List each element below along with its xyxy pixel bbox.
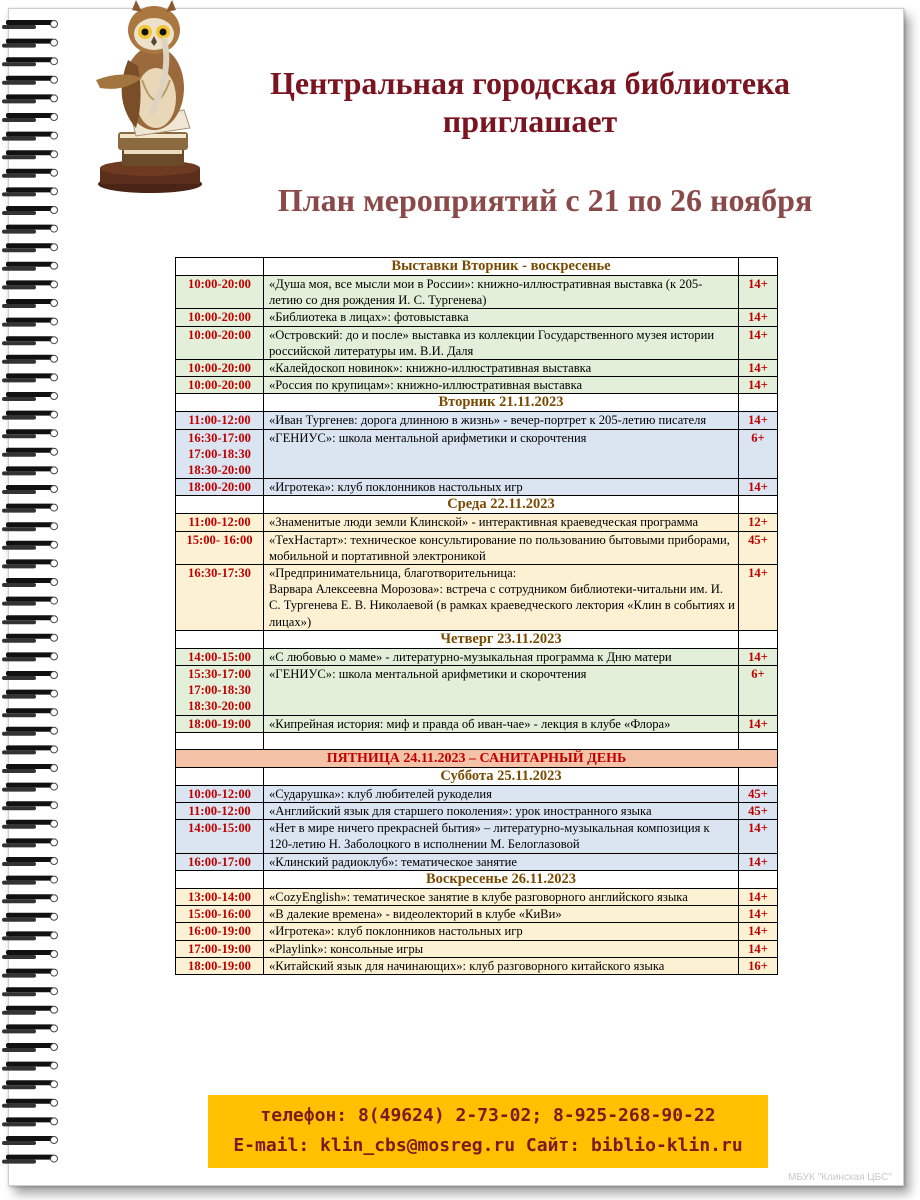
day-header-row: [176, 394, 778, 412]
watermark: МБУК "Клинская ЦБС": [788, 1172, 892, 1183]
event-description: [264, 565, 739, 631]
library-title: [200, 64, 860, 140]
header-blank-cell: [739, 767, 778, 785]
header-blank-cell: [176, 870, 264, 888]
event-description: «Английский язык для старшего поколения»: урок иностранного языка: [264, 803, 739, 820]
event-description: «Клинский радиоклуб»: тематическое занятие: [264, 853, 739, 870]
event-time: 10:00-20:00: [176, 309, 264, 326]
event-description-line: «Предпринимательница, благотворительница:: [269, 566, 517, 581]
age-rating: 14+: [739, 648, 778, 665]
event-row: [176, 803, 778, 820]
event-description: «Россия по крупицам»: книжно-иллюстративная выставка: [264, 377, 739, 394]
event-row: [176, 326, 778, 359]
event-row: [176, 666, 778, 716]
event-time: 10:00-20:00: [176, 377, 264, 394]
event-description: «Калейдоскоп новинок»: книжно-иллюстративная выставка: [264, 360, 739, 377]
day-header: Среда 22.11.2023: [264, 496, 739, 514]
email-site-line: E-mail: klin_cbs@mosreg.ru Сайт: biblio-klin.ru: [233, 1135, 743, 1156]
event-description: «С любовью о маме» - литературно-музыкальная программа к Дню матери: [264, 648, 739, 665]
event-row: [176, 940, 778, 957]
event-row: [176, 906, 778, 923]
day-header-row: [176, 767, 778, 785]
day-header-row: [176, 258, 778, 276]
event-row: [176, 565, 778, 631]
title-line-2: приглашает: [442, 103, 618, 139]
phone-line: телефон: 8(49624) 2-73-02; 8-925-268-90-22: [260, 1105, 716, 1126]
event-time-slot: 18:30-20:00: [188, 463, 251, 478]
event-time: 18:00-19:00: [176, 957, 264, 974]
event-time: 11:00-12:00: [176, 803, 264, 820]
friday-row: [176, 749, 778, 767]
event-time: 16:30-17:30: [176, 565, 264, 631]
empty-cell: [176, 732, 264, 749]
age-rating: 14+: [739, 377, 778, 394]
age-rating: 14+: [739, 326, 778, 359]
event-description: «Библиотека в лицах»: фотовыставка: [264, 309, 739, 326]
event-description: «Игротека»: клуб поклонников настольных игр: [264, 479, 739, 496]
event-time: [176, 429, 264, 479]
event-time: 15:00- 16:00: [176, 531, 264, 564]
event-time: 18:00-19:00: [176, 715, 264, 732]
event-time: 14:00-15:00: [176, 648, 264, 665]
event-time-slot: 15:30-17:00: [188, 667, 251, 682]
header-blank-cell: [739, 496, 778, 514]
age-rating: 14+: [739, 906, 778, 923]
day-header: Вторник 21.11.2023: [264, 394, 739, 412]
event-description: «Островский: до и после» выставка из коллекции Государственного музея истории российской литературы им. В.И. Даля: [264, 326, 739, 359]
day-header: Воскресенье 26.11.2023: [264, 870, 739, 888]
event-description: «Душа моя, все мысли мои в России»: книжно-иллюстративная выставка (к 205-летию со дня рождения И. С. Тургенева): [264, 276, 739, 309]
event-row: [176, 888, 778, 905]
event-time: 11:00-12:00: [176, 412, 264, 429]
age-rating: 14+: [739, 853, 778, 870]
age-rating: 14+: [739, 715, 778, 732]
event-description: «Сударушка»: клуб любителей рукоделия: [264, 785, 739, 802]
event-description: «Игротека»: клуб поклонников настольных игр: [264, 923, 739, 940]
event-time: 10:00-20:00: [176, 326, 264, 359]
event-time: 10:00-12:00: [176, 785, 264, 802]
empty-row: [176, 732, 778, 749]
event-row: [176, 309, 778, 326]
event-description: «Playlink»: консольные игры: [264, 940, 739, 957]
day-header-row: [176, 630, 778, 648]
event-row: [176, 360, 778, 377]
age-rating: 14+: [739, 412, 778, 429]
header-blank-cell: [176, 767, 264, 785]
header-blank-cell: [739, 258, 778, 276]
event-time: 11:00-12:00: [176, 514, 264, 531]
event-time: 14:00-15:00: [176, 820, 264, 853]
event-row: [176, 377, 778, 394]
event-description-line: Варвара Алексеевна Морозова»: встреча с сотрудником библиотеки-читальни им. И. С. Тургенева Е. В. Николаевой (в рамках краеведческого лектория «Клин в событиях и лицах»): [269, 582, 735, 629]
event-time-slot: 18:30-20:00: [188, 699, 251, 714]
age-rating: 45+: [739, 785, 778, 802]
age-rating: 6+: [739, 666, 778, 716]
friday-sanitary-day: ПЯТНИЦА 24.11.2023 – САНИТАРНЫЙ ДЕНЬ: [176, 749, 778, 767]
day-header-row: [176, 870, 778, 888]
empty-cell: [264, 732, 739, 749]
event-row: [176, 514, 778, 531]
header-blank-cell: [176, 394, 264, 412]
event-description: «ТехНастарт»: техническое консультирование по пользованию бытовыми приборами, мобильной и портативной электроникой: [264, 531, 739, 564]
event-row: [176, 412, 778, 429]
event-time-slot: 16:30-17:00: [188, 430, 251, 445]
age-rating: 14+: [739, 888, 778, 905]
event-description: «Нет в мире ничего прекрасней бытия» – литературно-музыкальная композиция к 120-летию Н. Заболоцкого в исполнении М. Белоглазовой: [264, 820, 739, 853]
event-description: «В далекие времена» - видеолекторий в клубе «КиВи»: [264, 906, 739, 923]
header-blank-cell: [176, 630, 264, 648]
age-rating: 6+: [739, 429, 778, 479]
schedule-table: [175, 257, 778, 975]
day-header-row: [176, 496, 778, 514]
day-header: Суббота 25.11.2023: [264, 767, 739, 785]
event-description: «ГЕНИУС»: школа ментальной арифметики и скорочтения: [264, 666, 739, 716]
age-rating: 14+: [739, 820, 778, 853]
event-time: 18:00-20:00: [176, 479, 264, 496]
empty-cell: [739, 732, 778, 749]
header-blank-cell: [739, 870, 778, 888]
age-rating: 14+: [739, 309, 778, 326]
event-row: [176, 715, 778, 732]
age-rating: 45+: [739, 803, 778, 820]
age-rating: 45+: [739, 531, 778, 564]
event-row: [176, 820, 778, 853]
plan-title: План мероприятий с 21 по 26 ноября: [277, 182, 813, 218]
event-description: «Знаменитые люди земли Клинской» - интерактивная краеведческая программа: [264, 514, 739, 531]
event-row: [176, 531, 778, 564]
header-blank-cell: [739, 394, 778, 412]
event-description: «Китайский язык для начинающих»: клуб разговорного китайского языка: [264, 957, 739, 974]
event-row: [176, 853, 778, 870]
event-time: [176, 666, 264, 716]
event-row: [176, 648, 778, 665]
event-description: «CozyEnglish»: тематическое занятие в клубе разговорного английского языка: [264, 888, 739, 905]
day-header: Четверг 23.11.2023: [264, 630, 739, 648]
event-time-slot: 17:00-18:30: [188, 446, 251, 461]
spiral-binding-icon: [0, 10, 62, 1180]
event-description: «Иван Тургенев: дорога длинною в жизнь» - вечер-портрет к 205-летию писателя: [264, 412, 739, 429]
age-rating: 14+: [739, 940, 778, 957]
header-blank-cell: [176, 496, 264, 514]
age-rating: 14+: [739, 923, 778, 940]
event-time: 16:00-17:00: [176, 853, 264, 870]
event-time-slot: 17:00-18:30: [188, 683, 251, 698]
header-blank-cell: [176, 258, 264, 276]
age-rating: 12+: [739, 514, 778, 531]
event-row: [176, 923, 778, 940]
event-time: 10:00-20:00: [176, 276, 264, 309]
event-row: [176, 785, 778, 802]
contact-box: [208, 1095, 768, 1168]
age-rating: 14+: [739, 360, 778, 377]
age-rating: 14+: [739, 565, 778, 631]
owl-icon: [92, 0, 210, 196]
event-row: [176, 276, 778, 309]
event-row: [176, 479, 778, 496]
event-row: [176, 957, 778, 974]
event-row: [176, 429, 778, 479]
event-time: 17:00-19:00: [176, 940, 264, 957]
event-description: «Кипрейная история: миф и правда об иван-чае» - лекция в клубе «Флора»: [264, 715, 739, 732]
header-blank-cell: [739, 630, 778, 648]
event-description: «ГЕНИУС»: школа ментальной арифметики и скорочтения: [264, 429, 739, 479]
age-rating: 16+: [739, 957, 778, 974]
day-header: Выставки Вторник - воскресенье: [264, 258, 739, 276]
event-time: 13:00-14:00: [176, 888, 264, 905]
age-rating: 14+: [739, 479, 778, 496]
age-rating: 14+: [739, 276, 778, 309]
event-time: 10:00-20:00: [176, 360, 264, 377]
title-line-1: Центральная городская библиотека: [269, 65, 791, 101]
event-time: 15:00-16:00: [176, 906, 264, 923]
event-time: 16:00-19:00: [176, 923, 264, 940]
